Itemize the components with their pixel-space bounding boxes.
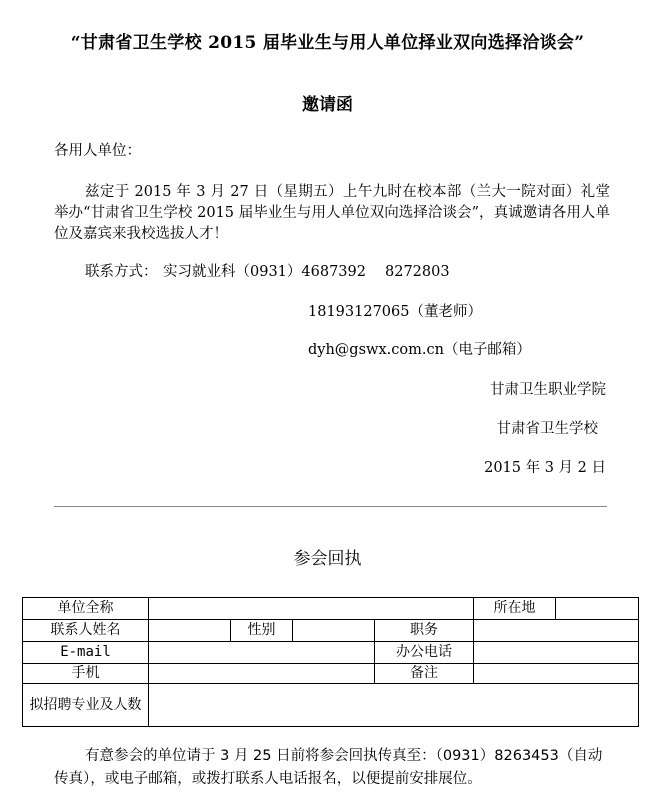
contact-mobile: 18193127065（董老师）	[308, 304, 482, 320]
majors-field[interactable]	[149, 684, 639, 727]
reply-form-table	[22, 597, 639, 727]
office-phone-label: 办公电话	[375, 642, 474, 664]
email-label: E-mail	[23, 642, 149, 664]
signature-school: 甘肃省卫生学校	[496, 421, 598, 437]
contact-phone-2: 8272803	[385, 264, 450, 280]
email-field[interactable]	[149, 642, 375, 664]
invitation-body: 兹定于 2015 年 3 月 27 日（星期五）上午九时在校本部（兰大一院对面）礼堂举办“甘肃省卫生学校 2015 届毕业生与用人单位双向选择洽谈会”，真诚邀请各用人单位及嘉宾来我校选拔人才！	[54, 184, 610, 242]
gender-label: 性别	[231, 620, 293, 642]
document-date: 2015 年 3 月 2 日	[484, 460, 606, 476]
contact-name-field[interactable]	[149, 620, 231, 642]
footer-note: 有意参会的单位请于 3 月 25 日前将参会回执传真至：（0931）8263453（自动传真），或电子邮箱，或拨打联系人电话报名，以便提前安排展位。	[54, 748, 603, 787]
remarks-field[interactable]	[474, 664, 639, 684]
location-field[interactable]	[556, 598, 639, 620]
office-phone-field[interactable]	[474, 642, 639, 664]
contact-name-label: 联系人姓名	[23, 620, 149, 642]
unit-name-field[interactable]	[149, 598, 474, 620]
mobile-field[interactable]	[149, 664, 375, 684]
signature-college: 甘肃卫生职业学院	[490, 382, 606, 398]
contact-email: dyh@gswx.com.cn（电子邮箱）	[308, 342, 531, 358]
majors-label: 拟招聘专业及人数	[23, 684, 149, 727]
document-title: “甘肃省卫生学校 2015 届毕业生与用人单位择业双向选择洽谈会”	[70, 33, 585, 53]
gender-field[interactable]	[293, 620, 375, 642]
position-label: 职务	[375, 620, 474, 642]
section-divider	[54, 506, 607, 507]
salutation: 各用人单位：	[54, 143, 141, 159]
position-field[interactable]	[474, 620, 639, 642]
reply-form-title: 参会回执	[293, 549, 362, 569]
remarks-label: 备注	[375, 664, 474, 684]
location-label: 所在地	[474, 598, 556, 620]
mobile-label: 手机	[23, 664, 149, 684]
unit-name-label: 单位全称	[23, 598, 149, 620]
invitation-heading: 邀请函	[302, 95, 353, 115]
contact-office-phone: 实习就业科（0931）4687392	[163, 264, 366, 280]
contact-label: 联系方式：	[85, 264, 158, 280]
